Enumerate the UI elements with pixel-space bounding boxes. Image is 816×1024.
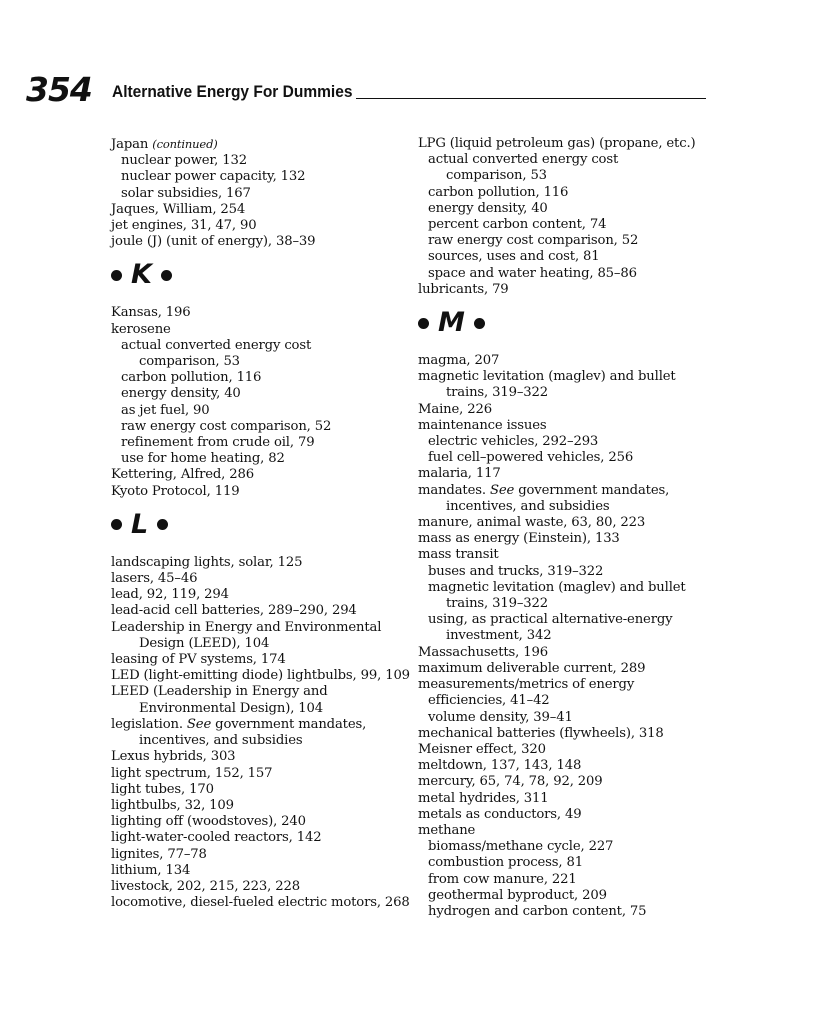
index-subentry: combustion process, 81 (428, 855, 583, 871)
index-entry: mass transit (418, 547, 499, 563)
index-entry: lignites, 77–78 (111, 846, 207, 862)
section-letter: M (438, 307, 465, 339)
index-entry: lightbulbs, 32, 109 (111, 797, 234, 813)
index-subentry: carbon pollution, 116 (428, 184, 569, 200)
index-subentry: electric vehicles, 292–293 (428, 434, 599, 450)
index-entry: joule (J) (unit of energy), 38–39 (111, 234, 316, 250)
index-subentry: refinement from crude oil, 79 (121, 435, 315, 451)
index-entry: leasing of PV systems, 174 (111, 652, 286, 668)
index-subentry: buses and trucks, 319–322 (428, 563, 604, 579)
index-subentry: energy density, 40 (121, 386, 241, 402)
index-subentry: from cow manure, 221 (428, 871, 577, 887)
index-entry: maintenance issues (418, 417, 547, 433)
index-entry: light-water-cooled reactors, 142 (111, 830, 322, 846)
index-entry: locomotive, diesel-fueled electric motors, 268 (111, 895, 410, 911)
index-subentry: raw energy cost comparison, 52 (428, 233, 639, 249)
section-letter: K (131, 259, 152, 291)
index-subentry: geothermal byproduct, 209 (428, 887, 607, 903)
index-entry: Kyoto Protocol, 119 (111, 483, 240, 499)
index-entry: Kansas, 196 (111, 305, 191, 321)
index-entry: mass as energy (Einstein), 133 (418, 531, 620, 547)
index-subentry: nuclear power, 132 (121, 153, 247, 169)
index-subentry: using, as practical alternative-energy (428, 612, 673, 628)
page-number: 354 (26, 70, 92, 109)
index-subentry-continuation: trains, 319–322 (446, 596, 549, 612)
index-entry: Kettering, Alfred, 286 (111, 467, 254, 483)
index-subentry-continuation: comparison, 53 (446, 168, 547, 184)
index-column-left (111, 136, 411, 911)
index-entry: Lexus hybrids, 303 (111, 749, 236, 765)
index-entry-continuation: Design (LEED), 104 (139, 635, 270, 651)
index-entry-continuation: trains, 319–322 (446, 385, 549, 401)
index-entry: methane (418, 822, 476, 838)
index-entry: meltdown, 137, 143, 148 (418, 758, 582, 774)
bullet-icon (157, 519, 168, 530)
header-rule (356, 98, 706, 99)
index-entry: mandates. See government mandates, (418, 482, 670, 498)
index-column-right (418, 136, 718, 920)
index-subentry-continuation: investment, 342 (446, 628, 552, 644)
index-entry: lasers, 45–46 (111, 571, 198, 587)
index-entry: light tubes, 170 (111, 781, 214, 797)
index-entry-continuation: Environmental Design), 104 (139, 700, 323, 716)
index-subentry: sources, uses and cost, 81 (428, 249, 600, 265)
index-subentry: energy density, 40 (428, 200, 548, 216)
index-subentry: magnetic levitation (maglev) and bullet (428, 579, 686, 595)
page-header (0, 0, 816, 120)
index-entry: livestock, 202, 215, 223, 228 (111, 878, 300, 894)
index-entry: metals as conductors, 49 (418, 806, 582, 822)
index-entry: lithium, 134 (111, 862, 191, 878)
index-subentry: use for home heating, 82 (121, 451, 285, 467)
bullet-icon (111, 270, 122, 281)
index-subentry: actual converted energy cost (428, 152, 619, 168)
index-entry-continuation: incentives, and subsidies (446, 498, 610, 514)
index-subentry: nuclear power capacity, 132 (121, 169, 306, 185)
index-subentry: fuel cell–powered vehicles, 256 (428, 450, 634, 466)
index-entry: light spectrum, 152, 157 (111, 765, 273, 781)
bullet-icon (161, 270, 172, 281)
index-subentry: as jet fuel, 90 (121, 402, 210, 418)
section-letter: L (131, 508, 149, 540)
index-entry: lighting off (woodstoves), 240 (111, 814, 306, 830)
index-subentry: efficiencies, 41–42 (428, 693, 550, 709)
index-subentry: space and water heating, 85–86 (428, 265, 637, 281)
index-subentry: percent carbon content, 74 (428, 217, 607, 233)
index-entry: metal hydrides, 311 (418, 790, 549, 806)
index-entry-continuation: incentives, and subsidies (139, 733, 303, 749)
index-subentry: carbon pollution, 116 (121, 370, 262, 386)
letter-heading-l (111, 507, 411, 543)
index-subentry: volume density, 39–41 (428, 709, 573, 725)
index-entry: LPG (liquid petroleum gas) (propane, etc.) (418, 136, 696, 151)
index-entry: LEED (Leadership in Energy and (111, 684, 328, 700)
index-subentry: raw energy cost comparison, 52 (121, 418, 332, 434)
bullet-icon (418, 318, 429, 329)
index-entry: Maine, 226 (418, 401, 492, 417)
index-entry: malaria, 117 (418, 466, 501, 482)
index-entry: Meisner effect, 320 (418, 741, 546, 757)
index-subentry: hydrogen and carbon content, 75 (428, 903, 647, 919)
index-entry: Japan (continued) (111, 137, 218, 152)
index-entry: maximum deliverable current, 289 (418, 660, 646, 676)
index-entry: mechanical batteries (flywheels), 318 (418, 725, 664, 741)
index-entry: Leadership in Energy and Environmental (111, 619, 382, 635)
running-title: Alternative Energy For Dummies (112, 83, 353, 101)
index-entry: landscaping lights, solar, 125 (111, 554, 303, 570)
index-entry: measurements/metrics of energy (418, 677, 635, 693)
index-entry: mercury, 65, 74, 78, 92, 209 (418, 774, 603, 790)
index-entry: Massachusetts, 196 (418, 644, 548, 660)
see-reference: See (489, 482, 515, 498)
letter-heading-m (418, 305, 718, 341)
index-entry: lead-acid cell batteries, 289–290, 294 (111, 603, 357, 619)
index-subentry-continuation: comparison, 53 (139, 354, 240, 370)
bullet-icon (474, 318, 485, 329)
index-entry: manure, animal waste, 63, 80, 223 (418, 515, 646, 531)
bullet-icon (111, 519, 122, 530)
index-entry: jet engines, 31, 47, 90 (111, 218, 257, 234)
index-entry: magnetic levitation (maglev) and bullet (418, 369, 676, 385)
index-entry: LED (light-emitting diode) lightbulbs, 99, 109 (111, 668, 410, 684)
index-subentry: actual converted energy cost (121, 337, 312, 353)
index-entry: kerosene (111, 321, 171, 337)
index-entry: magma, 207 (418, 353, 500, 369)
index-entry: Jaques, William, 254 (111, 201, 246, 217)
index-subentry: solar subsidies, 167 (121, 185, 251, 201)
see-reference: See (186, 716, 212, 732)
continued-label: (continued) (152, 137, 218, 151)
letter-heading-k (111, 257, 411, 293)
index-entry: lead, 92, 119, 294 (111, 587, 229, 603)
index-entry: legislation. See government mandates, (111, 716, 367, 732)
index-subentry: biomass/methane cycle, 227 (428, 839, 614, 855)
index-entry: lubricants, 79 (418, 281, 509, 297)
